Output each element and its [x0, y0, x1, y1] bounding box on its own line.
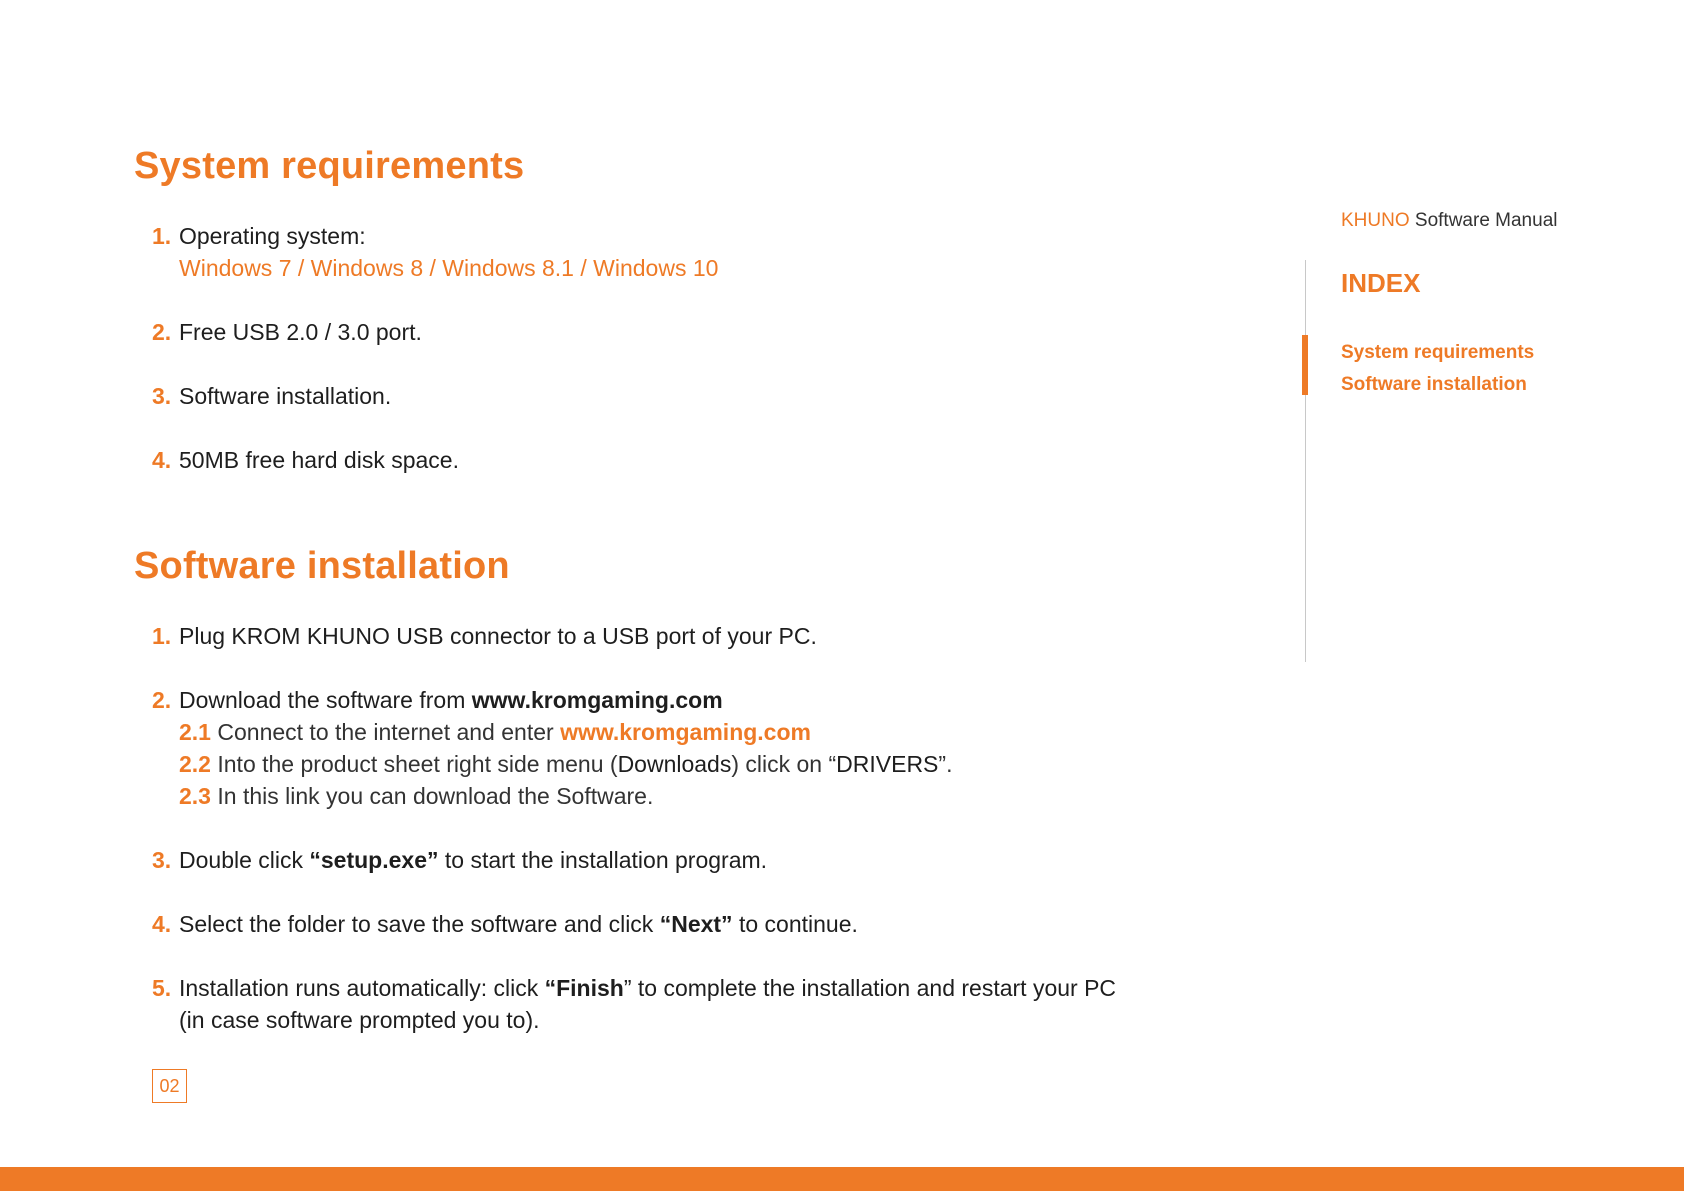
page-number: 02 [152, 1069, 187, 1103]
list-item [152, 380, 718, 412]
item-number: 3. [152, 383, 172, 409]
item-text: Operating system: [179, 223, 366, 249]
item-text: ” to complete the installation and restart your PC [623, 975, 1117, 1001]
item-number: 3. [152, 847, 172, 873]
list-item [152, 684, 1116, 812]
sub-step-number: 2.3 [179, 783, 211, 809]
item-number: 1. [152, 623, 172, 649]
item-number: 1. [152, 223, 172, 249]
sub-step [179, 783, 653, 809]
item-text: Select the folder to save the software and click [179, 911, 660, 937]
index-nav [1341, 337, 1534, 401]
list-item [152, 844, 1116, 876]
item-number: 2. [152, 319, 172, 345]
item-text: Software installation. [179, 383, 392, 409]
active-section-marker [1302, 335, 1308, 395]
sub-step-text: ”. [938, 751, 953, 777]
list-item [152, 972, 1116, 1036]
sub-step-text: Into the product sheet right side menu ( [210, 751, 618, 777]
item-number: 4. [152, 911, 172, 937]
item-text: (in case software prompted you to). [179, 1007, 540, 1033]
item-text: Download the software from [179, 687, 472, 713]
finish-label: “Finish [544, 975, 624, 1001]
list-item [152, 444, 718, 476]
manual-title [1341, 210, 1557, 232]
website-link-text[interactable]: www.kromgaming.com [471, 687, 723, 713]
item-text: 50MB free hard disk space. [179, 447, 459, 473]
downloads-label: Downloads [617, 751, 732, 777]
item-text: to continue. [732, 911, 858, 937]
item-number: 5. [152, 975, 172, 1001]
system-requirements-list [152, 220, 718, 508]
list-item [152, 620, 1116, 652]
item-number: 4. [152, 447, 172, 473]
brand-name: KHUNO [1341, 210, 1410, 231]
index-link-software-installation[interactable]: Software installation [1341, 374, 1527, 395]
sub-step-number: 2.2 [179, 751, 211, 777]
item-text: to start the installation program. [438, 847, 768, 873]
list-item [152, 220, 718, 284]
os-versions: Windows 7 / Windows 8 / Windows 8.1 / Windows 10 [179, 255, 719, 281]
bottom-accent-bar [0, 1167, 1684, 1191]
sub-step-text: In this link you can download the Software. [210, 783, 654, 809]
item-text: Plug KROM KHUNO USB connector to a USB port of your PC. [179, 623, 817, 649]
section-title-software-installation: Software installation [134, 545, 510, 587]
sub-step-text: Connect to the internet and enter [210, 719, 561, 745]
sub-step [179, 719, 811, 745]
sub-step-text: ) click on “ [731, 751, 837, 777]
sidebar-divider [1305, 260, 1306, 662]
setup-exe-label: “setup.exe” [309, 847, 439, 873]
list-item [152, 316, 718, 348]
software-installation-list [152, 620, 1116, 1068]
item-text: Double click [179, 847, 310, 873]
item-text: Installation runs automatically: click [179, 975, 545, 1001]
index-link-system-requirements[interactable]: System requirements [1341, 342, 1535, 363]
index-title: INDEX [1341, 268, 1421, 298]
list-item [152, 908, 1116, 940]
manual-label: Software Manual [1414, 210, 1558, 231]
website-link[interactable]: www.kromgaming.com [560, 719, 811, 745]
next-label: “Next” [659, 911, 733, 937]
drivers-label: DRIVERS [836, 751, 939, 777]
item-number: 2. [152, 687, 172, 713]
item-text: Free USB 2.0 / 3.0 port. [179, 319, 422, 345]
sub-step [179, 751, 952, 777]
section-title-system-requirements: System requirements [134, 145, 525, 187]
sub-step-number: 2.1 [179, 719, 211, 745]
